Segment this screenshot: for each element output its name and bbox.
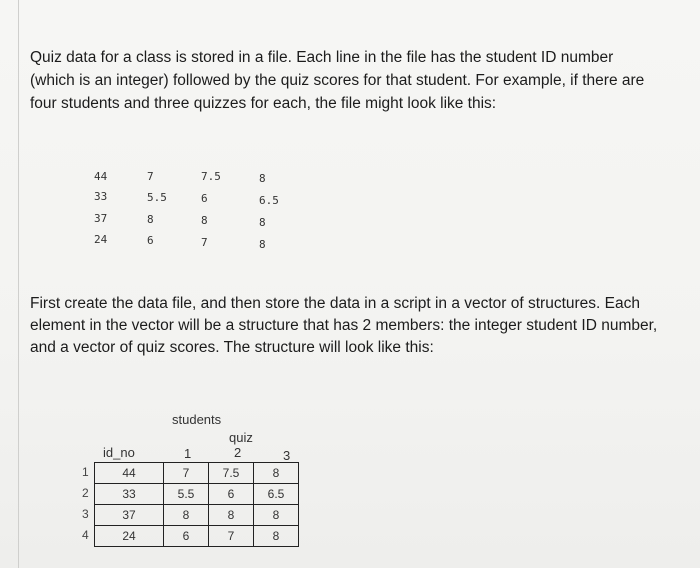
structure-table (94, 462, 299, 547)
intro-paragraph: Quiz data for a class is stored in a file. Each line in the file has the student ID number (which is an integer) followed by the quiz scores for that student. For example, if there are four students and three quizzes for each, the file might look like this: (30, 49, 645, 112)
id-cell: 37 (95, 505, 164, 526)
quiz-index: 3 (283, 448, 291, 463)
quiz-cell: 8 (164, 505, 209, 526)
file-cell: 6 (147, 234, 154, 247)
row-index: 2 (82, 486, 89, 500)
table-row (95, 463, 299, 484)
file-cell: 8 (259, 172, 266, 185)
quiz-index: 2 (234, 445, 242, 460)
quiz-cell: 7 (209, 526, 254, 547)
file-cell: 44 (94, 170, 108, 183)
row-index: 4 (82, 528, 89, 542)
second-paragraph: First create the data file, and then store the data in a script in a vector of structures. Each element in the vector will be a structure that has 2 members: the integer student ID number, and a vector of quiz scores. The structure will look like this: (30, 295, 658, 356)
file-cell: 24 (94, 233, 108, 246)
file-cell: 6.5 (259, 194, 279, 207)
page-edge-line (18, 0, 19, 568)
file-cell: 7.5 (201, 170, 221, 183)
file-cell: 37 (94, 212, 108, 225)
quiz-index: 1 (184, 446, 192, 461)
table-row (95, 484, 299, 505)
quiz-cell: 6 (164, 526, 209, 547)
table-row (95, 526, 299, 547)
quiz-cell: 8 (209, 505, 254, 526)
file-cell: 6 (201, 192, 208, 205)
file-cell: 8 (259, 238, 266, 251)
row-index: 1 (82, 465, 89, 479)
quiz-cell: 8 (254, 505, 299, 526)
quiz-cell: 7 (164, 463, 209, 484)
file-cell: 33 (94, 190, 108, 203)
quiz-cell: 8 (254, 526, 299, 547)
quiz-cell: 8 (254, 463, 299, 484)
id-no-header: id_no (103, 445, 135, 460)
table-row (95, 505, 299, 526)
file-cell: 7 (201, 236, 208, 249)
row-index: 3 (82, 507, 89, 521)
quiz-cell: 6.5 (254, 484, 299, 505)
quiz-cell: 7.5 (209, 463, 254, 484)
file-cell: 8 (201, 214, 208, 227)
quiz-cell: 6 (209, 484, 254, 505)
id-cell: 44 (95, 463, 164, 484)
diagram-title: students (172, 412, 222, 427)
quiz-cell: 5.5 (164, 484, 209, 505)
file-cell: 8 (259, 216, 266, 229)
file-cell: 5.5 (147, 191, 167, 204)
id-cell: 33 (95, 484, 164, 505)
file-cell: 7 (147, 170, 154, 183)
id-cell: 24 (95, 526, 164, 547)
file-cell: 8 (147, 213, 154, 226)
quiz-label: quiz (229, 430, 253, 445)
